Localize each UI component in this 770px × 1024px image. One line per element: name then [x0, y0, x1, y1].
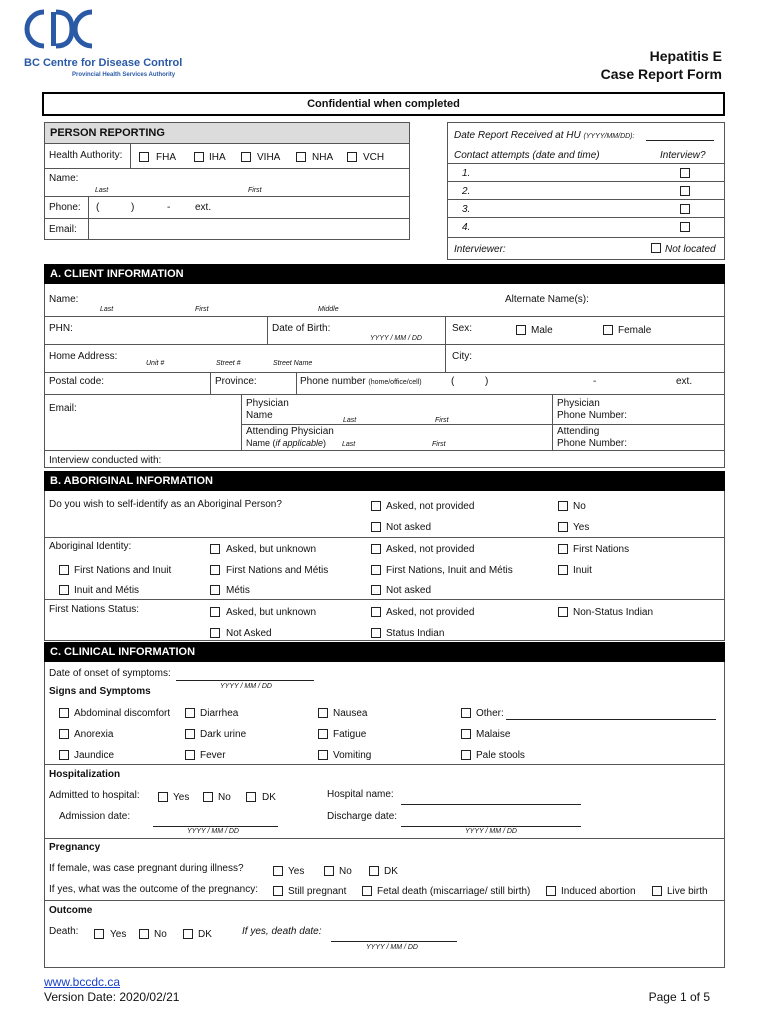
self-id-asked-not-provided-label: Asked, not provided — [386, 501, 475, 512]
status-indian-label: Status Indian — [386, 628, 445, 639]
death-yes-checkbox[interactable] — [94, 929, 104, 939]
admitted-no-checkbox[interactable] — [203, 792, 213, 802]
postal-code-label: Postal code: — [49, 376, 105, 387]
unit-hint: Unit # — [146, 360, 165, 367]
city-label: City: — [452, 351, 472, 362]
logo-sub-name: Provincial Health Services Authority — [72, 72, 176, 78]
status-not-asked-label: Not Asked — [226, 628, 272, 639]
diarrhea-checkbox[interactable] — [185, 708, 195, 718]
induced-abortion-checkbox[interactable] — [546, 886, 556, 896]
fn-and-metis-label: First Nations and Métis — [226, 565, 329, 576]
dob-format: YYYY / MM / DD — [370, 335, 422, 342]
attempt-4: 4. — [462, 222, 471, 233]
client-phone-label — [300, 376, 422, 387]
client-name-label: Name: — [49, 294, 79, 305]
fn-and-inuit-checkbox[interactable] — [59, 565, 69, 575]
still-pregnant-label: Still pregnant — [288, 886, 347, 897]
attending-name-text: Name ( — [246, 438, 276, 448]
admitted-dk-label: DK — [262, 792, 276, 803]
nha-checkbox[interactable] — [296, 152, 306, 162]
client-phone-close: ) — [485, 376, 489, 387]
metis-label: Métis — [226, 585, 250, 596]
identity-not-asked-label: Not asked — [386, 585, 432, 596]
client-phone-open: ( — [451, 376, 455, 387]
attending-label-1: Attending Physician — [246, 426, 334, 437]
date-received-text: Date Report Received at HU — [454, 130, 581, 141]
physician-last-hint: Last — [343, 417, 357, 424]
fetal-death-checkbox[interactable] — [362, 886, 372, 896]
attending-if-applicable: if applicable — [275, 438, 324, 448]
identity-asked-unknown-label: Asked, but unknown — [226, 544, 317, 555]
reporter-name-label: Name: — [49, 173, 79, 184]
phn-label: PHN: — [49, 323, 73, 334]
client-first-hint: First — [195, 306, 209, 313]
onset-format: YYYY / MM / DD — [220, 683, 272, 690]
still-pregnant-checkbox[interactable] — [273, 886, 283, 896]
death-no-label: No — [154, 929, 167, 940]
physician-name-label-1: Physician — [246, 398, 289, 409]
death-date-format: YYYY / MM / DD — [366, 944, 418, 951]
reporter-phone-label: Phone: — [49, 202, 81, 213]
status-asked-unknown-label: Asked, but unknown — [226, 607, 317, 618]
status-asked-not-provided-checkbox[interactable] — [371, 607, 381, 617]
not-located-checkbox[interactable] — [651, 243, 661, 253]
vomiting-label: Vomiting — [333, 750, 372, 761]
physician-phone-label-1: Physician — [557, 398, 600, 409]
pregnant-no-checkbox[interactable] — [324, 866, 334, 876]
female-label: Female — [618, 325, 652, 336]
live-birth-label: Live birth — [667, 886, 708, 897]
jaundice-checkbox[interactable] — [59, 750, 69, 760]
fn-and-inuit-label: First Nations and Inuit — [74, 565, 172, 576]
physician-first-hint: First — [435, 417, 449, 424]
death-dk-label: DK — [198, 929, 212, 940]
attending-phone-label-2: Phone Number: — [557, 438, 628, 449]
pregnant-question: If female, was case pregnant during illness? — [49, 863, 244, 874]
self-id-not-asked-checkbox[interactable] — [371, 522, 381, 532]
fn-inuit-metis-checkbox[interactable] — [371, 565, 381, 575]
death-date-label — [242, 926, 322, 937]
fha-checkbox[interactable] — [139, 152, 149, 162]
reporter-phone-open: ( — [96, 202, 100, 213]
identity-not-asked-checkbox[interactable] — [371, 585, 381, 595]
logo-org-name: BC Centre for Disease Control — [24, 57, 183, 69]
status-asked-unknown-checkbox[interactable] — [210, 607, 220, 617]
home-address-label: Home Address: — [49, 351, 118, 362]
non-status-checkbox[interactable] — [558, 607, 568, 617]
self-id-asked-not-provided-checkbox[interactable] — [371, 501, 381, 511]
vch-checkbox[interactable] — [347, 152, 357, 162]
first-nations-label: First Nations — [573, 544, 630, 555]
client-email-label: Email: — [49, 403, 77, 414]
pregnant-dk-checkbox[interactable] — [369, 866, 379, 876]
other-symptom-label: Other: — [476, 708, 504, 719]
attempt-1: 1. — [462, 168, 471, 179]
male-label: Male — [531, 325, 553, 336]
fn-status-label: First Nations Status: — [49, 604, 140, 615]
death-dk-checkbox[interactable] — [183, 929, 193, 939]
inuit-and-metis-label: Inuit and Métis — [74, 585, 140, 596]
inuit-checkbox[interactable] — [558, 565, 568, 575]
client-phone-ext: ext. — [676, 376, 693, 387]
date-received-format: (YYYY/MM/DD): — [583, 133, 635, 140]
death-yes-label: Yes — [110, 929, 127, 940]
viha-label: VIHA — [257, 152, 281, 163]
identity-asked-unknown-checkbox[interactable] — [210, 544, 220, 554]
interview-1-checkbox[interactable] — [680, 168, 690, 178]
admitted-dk-checkbox[interactable] — [246, 792, 256, 802]
status-not-asked-checkbox[interactable] — [210, 628, 220, 638]
alternate-names-label: Alternate Name(s): — [505, 294, 589, 305]
fha-label: FHA — [156, 152, 176, 163]
attending-close-paren: ) — [323, 438, 327, 448]
client-middle-hint: Middle — [318, 306, 339, 313]
non-status-label: Non-Status Indian — [573, 607, 654, 618]
hospitalization-title: Hospitalization — [49, 769, 121, 780]
nausea-checkbox[interactable] — [318, 708, 328, 718]
status-asked-not-provided-label: Asked, not provided — [386, 607, 475, 618]
reporter-phone-close: ) — [131, 202, 135, 213]
bccdc-logo — [24, 8, 204, 83]
identity-asked-not-provided-checkbox[interactable] — [371, 544, 381, 554]
fever-label: Fever — [200, 750, 226, 761]
physician-phone-label-2: Phone Number: — [557, 410, 628, 421]
outcome-question: If yes, what was the outcome of the pregnancy: — [49, 884, 259, 895]
attending-first-hint: First — [432, 441, 446, 448]
self-identify-question: Do you wish to self-identify as an Aboriginal Person? — [49, 499, 282, 510]
attempt-2: 2. — [462, 186, 471, 197]
interview-3-checkbox[interactable] — [680, 204, 690, 214]
attempt-3: 3. — [462, 204, 471, 215]
fetal-death-label: Fetal death (miscarriage/ still birth) — [377, 886, 531, 897]
outcome-title: Outcome — [49, 905, 93, 916]
nausea-label: Nausea — [333, 708, 368, 719]
interview-4-checkbox[interactable] — [680, 222, 690, 232]
death-date-text: If yes, death date: — [242, 926, 322, 937]
reporter-first-hint: First — [248, 187, 262, 194]
reporter-email-label: Email: — [49, 224, 77, 235]
abdominal-discomfort-checkbox[interactable] — [59, 708, 69, 718]
pregnant-no-label: No — [339, 866, 352, 877]
person-reporting-title: PERSON REPORTING — [50, 127, 165, 139]
anorexia-checkbox[interactable] — [59, 729, 69, 739]
admitted-yes-label: Yes — [173, 792, 190, 803]
nha-label: NHA — [312, 152, 334, 163]
contact-attempts-label: Contact attempts (date and time) — [454, 150, 600, 161]
section-b-header: B. ABORIGINAL INFORMATION — [44, 471, 725, 491]
diarrhea-label: Diarrhea — [200, 708, 239, 719]
death-no-checkbox[interactable] — [139, 929, 149, 939]
fatigue-checkbox[interactable] — [318, 729, 328, 739]
aboriginal-identity-label: Aboriginal Identity: — [49, 541, 132, 552]
admitted-yes-checkbox[interactable] — [158, 792, 168, 802]
vomiting-checkbox[interactable] — [318, 750, 328, 760]
dark-urine-label: Dark urine — [200, 729, 247, 740]
health-authority-label: Health Authority: — [49, 150, 123, 161]
induced-abortion-label: Induced abortion — [561, 886, 636, 897]
self-id-yes-checkbox[interactable] — [558, 522, 568, 532]
form-title-line1: Hepatitis E — [649, 48, 722, 64]
admitted-no-label: No — [218, 792, 231, 803]
admitted-label: Admitted to hospital: — [49, 790, 140, 801]
reporter-phone-dash: - — [167, 202, 171, 213]
interview-2-checkbox[interactable] — [680, 186, 690, 196]
bccdc-link[interactable]: www.bccdc.ca — [44, 975, 121, 989]
male-checkbox[interactable] — [516, 325, 526, 335]
anorexia-label: Anorexia — [74, 729, 114, 740]
phone-types-text: (home/office/cell) — [368, 379, 422, 386]
death-label: Death: — [49, 926, 79, 937]
attending-phone-label-1: Attending — [557, 426, 600, 437]
hospital-name-label: Hospital name: — [327, 789, 394, 800]
reporter-last-hint: Last — [95, 187, 109, 194]
self-id-no-label: No — [573, 501, 586, 512]
date-received-label — [454, 130, 634, 141]
version-date: Version Date: 2020/02/21 — [44, 990, 180, 1004]
malaise-checkbox[interactable] — [461, 729, 471, 739]
province-label: Province: — [215, 376, 257, 387]
inuit-and-metis-checkbox[interactable] — [59, 585, 69, 595]
admission-date-format: YYYY / MM / DD — [187, 828, 239, 835]
status-indian-checkbox[interactable] — [371, 628, 381, 638]
sex-label: Sex: — [452, 323, 473, 334]
pale-stools-label: Pale stools — [476, 750, 525, 761]
admission-date-label: Admission date: — [59, 811, 131, 822]
metis-checkbox[interactable] — [210, 585, 220, 595]
interview-conducted-label: Interview conducted with: — [49, 455, 162, 466]
iha-label: IHA — [209, 152, 226, 163]
physician-name-label-2: Name — [246, 410, 273, 421]
fatigue-label: Fatigue — [333, 729, 367, 740]
section-a-header: A. CLIENT INFORMATION — [44, 264, 725, 284]
pregnant-yes-checkbox[interactable] — [273, 866, 283, 876]
dark-urine-checkbox[interactable] — [185, 729, 195, 739]
signs-symptoms-title: Signs and Symptoms — [49, 686, 151, 697]
interviewer-label: Interviewer: — [454, 244, 506, 255]
reporter-phone-ext: ext. — [195, 202, 212, 213]
client-phone-dash: - — [593, 376, 597, 387]
fn-inuit-metis-label: First Nations, Inuit and Métis — [386, 565, 513, 576]
page-number: Page 1 of 5 — [648, 990, 710, 1004]
client-last-hint: Last — [100, 306, 114, 313]
phone-number-text: Phone number — [300, 376, 366, 387]
identity-asked-not-provided-label: Asked, not provided — [386, 544, 475, 555]
female-checkbox[interactable] — [603, 325, 613, 335]
onset-label: Date of onset of symptoms: — [49, 668, 171, 679]
vch-label: VCH — [363, 152, 385, 163]
abdominal-discomfort-label: Abdominal discomfort — [74, 708, 171, 719]
self-id-no-checkbox[interactable] — [558, 501, 568, 511]
malaise-label: Malaise — [476, 729, 511, 740]
pregnancy-title: Pregnancy — [49, 842, 101, 853]
interview-label: Interview? — [660, 150, 706, 161]
live-birth-checkbox[interactable] — [652, 886, 662, 896]
discharge-date-format: YYYY / MM / DD — [465, 828, 517, 835]
viha-checkbox[interactable] — [241, 152, 251, 162]
self-id-yes-label: Yes — [573, 522, 590, 533]
section-c-header: C. CLINICAL INFORMATION — [44, 642, 725, 662]
pregnant-yes-label: Yes — [288, 866, 305, 877]
self-id-not-asked-label: Not asked — [386, 522, 432, 533]
first-nations-checkbox[interactable] — [558, 544, 568, 554]
form-title-line2: Case Report Form — [600, 66, 722, 82]
other-symptom-checkbox[interactable] — [461, 708, 471, 718]
street-no-hint: Street # — [216, 360, 241, 367]
confidential-text: Confidential when completed — [307, 98, 460, 110]
jaundice-label: Jaundice — [74, 750, 115, 761]
fever-checkbox[interactable] — [185, 750, 195, 760]
fn-and-metis-checkbox[interactable] — [210, 565, 220, 575]
cdc-logo-mark-icon — [24, 8, 96, 50]
inuit-label: Inuit — [573, 565, 592, 576]
attending-last-hint: Last — [342, 441, 356, 448]
iha-checkbox[interactable] — [194, 152, 204, 162]
street-name-hint: Street Name — [273, 360, 313, 367]
pregnant-dk-label: DK — [384, 866, 398, 877]
dob-label: Date of Birth: — [272, 323, 331, 334]
not-located-label: Not located — [665, 244, 716, 255]
discharge-date-label: Discharge date: — [327, 811, 398, 822]
attending-label-2 — [246, 438, 326, 448]
pale-stools-checkbox[interactable] — [461, 750, 471, 760]
